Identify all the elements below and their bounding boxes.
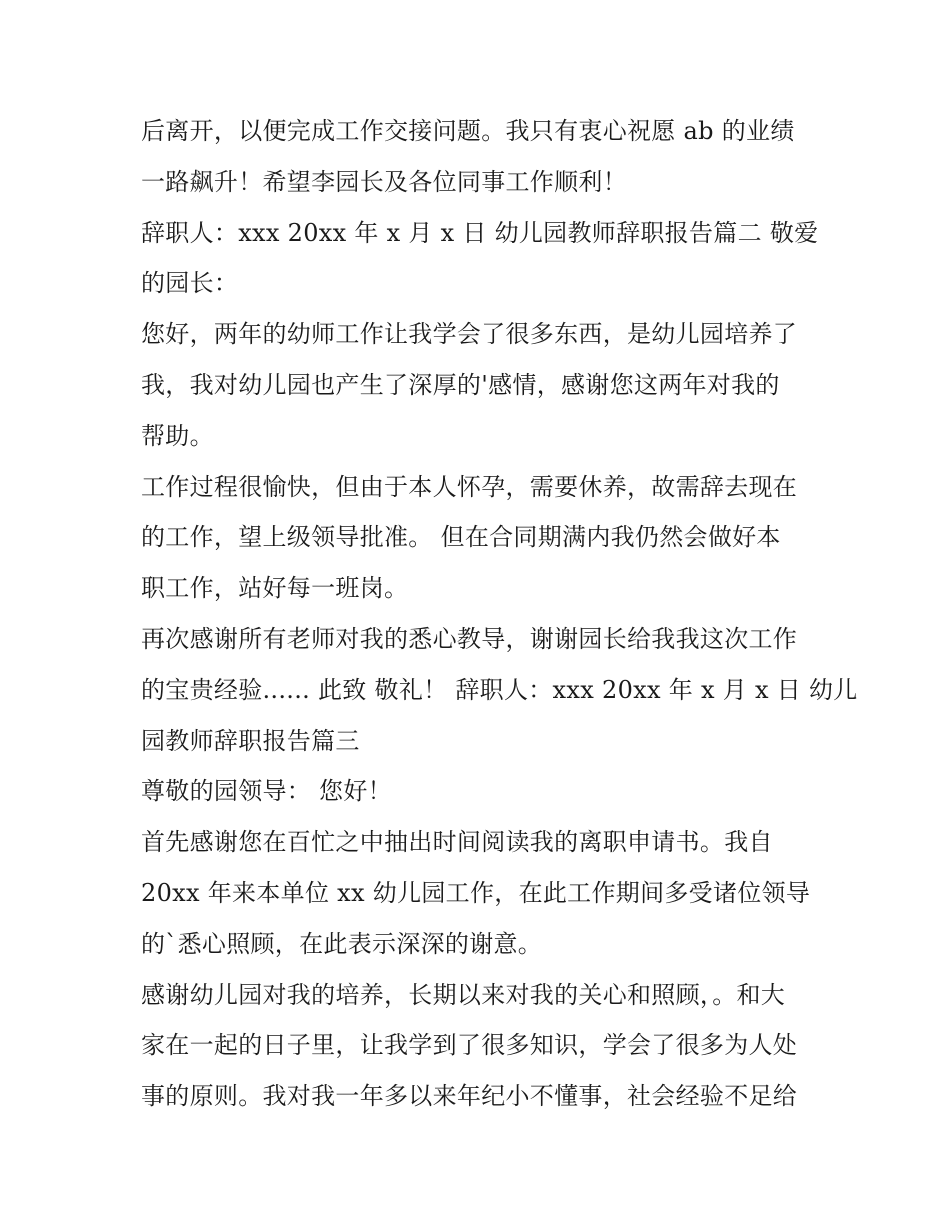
text-line: 家在一起的日子里，让我学到了很多知识，学会了很多为人处 xyxy=(141,1031,798,1060)
text-line: 帮助。 xyxy=(141,421,214,450)
text-line: 的园长： xyxy=(141,269,239,298)
text-line: 再次感谢所有老师对我的悉心教导，谢谢园长给我我这次工作 xyxy=(141,624,798,653)
text-line: 20xx 年来本单位 xx 幼儿园工作，在此工作期间多受诸位领导 xyxy=(141,878,811,907)
text-line: 我，我对幼儿园也产生了深厚的'感情，感谢您这两年对我的 xyxy=(141,370,780,399)
text-line: 的宝贵经验...... 此致 敬礼！ 辞职人：xxx 20xx 年 x 月 x 日 幼儿 xyxy=(141,675,858,704)
text-line: 辞职人：xxx 20xx 年 x 月 x 日 幼儿园教师辞职报告篇二 敬爱 xyxy=(141,218,819,247)
text-line: 的工作，望上级领导批准。 但在合同期满内我仍然会做好本 xyxy=(141,523,781,552)
text-line: 感谢幼儿园对我的培养，长期以来对我的关心和照顾，。和大 xyxy=(141,980,786,1009)
text-line: 首先感谢您在百忙之中抽出时间阅读我的离职申请书。我自 xyxy=(141,828,773,857)
document-body xyxy=(141,106,858,1122)
text-line: 后离开，以便完成工作交接问题。我只有衷心祝愿 ab 的业绩 xyxy=(141,117,795,145)
text-line: 尊敬的园领导： 您好！ xyxy=(141,777,392,806)
text-line: 职工作，站好每一班岗。 xyxy=(141,574,409,603)
text-line: 事的原则。我对我一年多以来年纪小不懂事，社会经验不足给 xyxy=(141,1082,798,1111)
text-line: 一路飙升！希望李园长及各位同事工作顺利！ xyxy=(141,167,627,196)
text-line: 工作过程很愉快，但由于本人怀孕，需要休养，故需辞去现在 xyxy=(141,472,798,501)
text-line: 园教师辞职报告篇三 xyxy=(141,726,360,755)
text-line: 您好，两年的幼师工作让我学会了很多东西，是幼儿园培养了 xyxy=(141,320,798,349)
text-line: 的`悉心照顾，在此表示深深的谢意。 xyxy=(141,929,543,958)
